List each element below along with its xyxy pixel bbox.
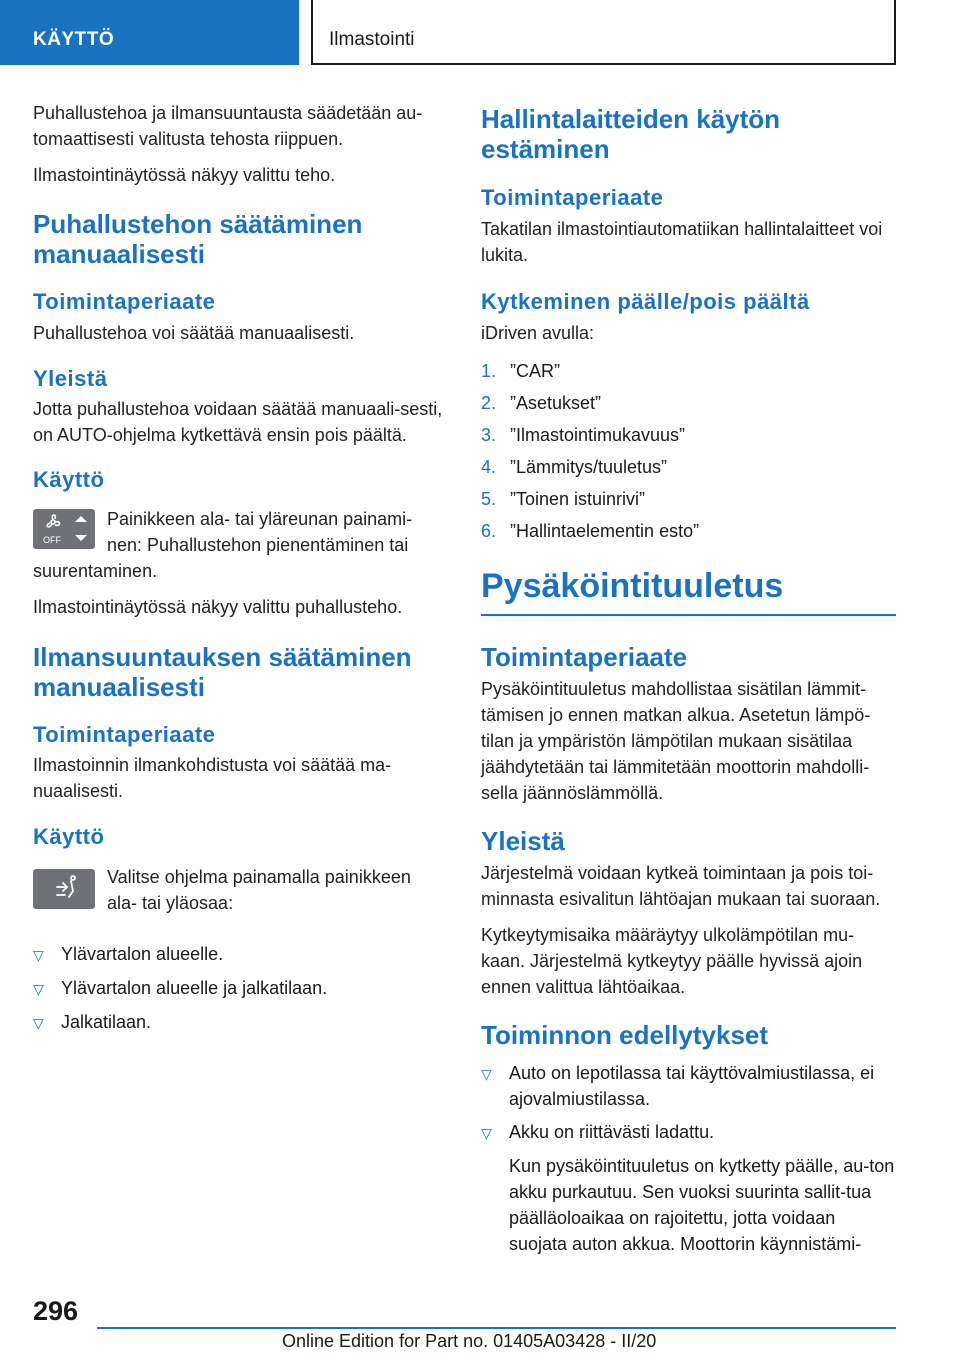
switch-intro: iDriven avulla: (481, 323, 595, 343)
idrive-steps (481, 358, 896, 544)
heading-general: Yleistä (33, 366, 108, 391)
chapter-title: Ilmastointi (329, 29, 415, 50)
left-column (33, 100, 443, 1043)
footer-rule (97, 1327, 896, 1329)
chapter-box (311, 0, 896, 65)
fan-button-icon (33, 509, 95, 549)
heading-principle: Toimintaperiaate (33, 289, 216, 314)
principle-2-text: Ilmastoinnin ilmankohdistusta voi säätää ma-nuaalisesti. (33, 755, 392, 801)
triangle-bullet-icon: ▽ (33, 1015, 44, 1031)
list-item: ▽ Jalkatilaan. (33, 1009, 443, 1036)
conditions-list (481, 1060, 896, 1257)
use-text: Painikkeen ala- tai yläreunan painami-nen: Puhallustehon pienentäminen tai suurentaminen. (33, 509, 413, 581)
air-direction-button-icon (33, 869, 95, 909)
step-item: 6. ”Hallintaelementin esto” (481, 521, 700, 541)
step-item: 2. ”Asetukset” (481, 393, 602, 413)
list-item: ▽ Akku on riittävästi ladattu. Kun pysäköintituuletus on kytketty päälle, au-ton akku purkautuu. Sen vuoksi suurinta sallit-tua päälläoloaikaa on rajoitettu, jotta voidaan suojata auton akkua. Moottorin käynnistämi- (481, 1119, 896, 1257)
heading-use-2: Käyttö (33, 824, 105, 849)
triangle-bullet-icon: ▽ (33, 947, 44, 963)
right-column (481, 100, 896, 1264)
general-2-text-2: Kytkeytymisaika määräytyy ulkolämpötilan mu-kaan. Järjestelmä kytkeytyy päälle hyvissä ajoin ennen valittua lähtöaikaa. (481, 925, 863, 997)
fan-icon-off-label: OFF (43, 535, 61, 545)
general-2-text-1: Järjestelmä voidaan kytkeä toimintaan ja pois toi-minnasta esivalitun lähtöajan mukaan tai suoraan. (481, 863, 881, 909)
heading-parking-ventilation: Pysäköintituuletus (481, 567, 784, 605)
principle-3-text: Takatilan ilmastointiautomatiikan hallintalaitteet voi lukita. (481, 219, 883, 265)
use-note: Ilmastointinäytössä näkyy valittu puhallusteho. (33, 597, 403, 617)
heading-control-lock: Hallintalaitteiden käytön estäminen (481, 104, 781, 164)
list-item: ▽ Ylävartalon alueelle. (33, 941, 443, 968)
principle-text: Puhallustehoa voi säätää manuaalisesti. (33, 323, 355, 343)
heading-air-manual: Ilmansuuntauksen säätäminen manuaalisesti (33, 642, 412, 702)
general-text: Jotta puhallustehoa voidaan säätää manuaali-sesti, on AUTO-ohjelma kytkettävä ensin pois päältä. (33, 399, 443, 445)
step-item: 5. ”Toinen istuinrivi” (481, 489, 646, 509)
section-tab (0, 0, 299, 65)
intro-note: Ilmastointinäytössä näkyy valittu teho. (33, 165, 336, 185)
use-2-text: Valitse ohjelma painamalla painikkeen ala- tai yläosaa: (107, 867, 411, 913)
heading-use: Käyttö (33, 467, 105, 492)
list-item: ▽ Ylävartalon alueelle ja jalkatilaan. (33, 975, 443, 1002)
air-direction-list (33, 941, 443, 1036)
principle-4-text: Pysäköintituuletus mahdollistaa sisätilan lämmit-tämisen jo ennen matkan alkua. Asetetun lämpö-tilan ja ympäristön lämpötilan mukaan sisätilaa jäähdytetään tai lämmitetään moottorin mahdolli-sella jäännöslämmöllä. (481, 679, 871, 803)
step-item: 4. ”Lämmitys/tuuletus” (481, 457, 668, 477)
triangle-bullet-icon: ▽ (33, 981, 44, 997)
step-item: 1. ”CAR” (481, 361, 560, 381)
page-number: 296 (33, 1296, 79, 1326)
heading-general-2: Yleistä (481, 826, 565, 856)
triangle-bullet-icon: ▽ (481, 1066, 492, 1082)
heading-switch-on-off: Kytkeminen päälle/pois päältä (481, 289, 810, 314)
heading-principle-4: Toimintaperiaate (481, 642, 688, 672)
heading-fan-manual: Puhallustehon säätäminen manuaalisesti (33, 209, 363, 269)
edition-note: Online Edition for Part no. 01405A03428 - II/20 (282, 1331, 657, 1351)
step-item: 3. ”Ilmastointimukavuus” (481, 425, 686, 445)
section-title: KÄYTTÖ (33, 29, 115, 50)
heading-principle-2: Toimintaperiaate (33, 722, 216, 747)
heading-rule (481, 614, 896, 616)
list-item: ▽ Auto on lepotilassa tai käyttövalmiustilassa, ei ajovalmiustilassa. (481, 1060, 896, 1112)
heading-conditions: Toiminnon edellytykset (481, 1020, 769, 1050)
triangle-bullet-icon: ▽ (481, 1125, 492, 1141)
heading-principle-3: Toimintaperiaate (481, 185, 664, 210)
intro-paragraph: Puhallustehoa ja ilmansuuntausta säädetään au-tomaattisesti valitusta tehosta riippuen. (33, 103, 423, 149)
